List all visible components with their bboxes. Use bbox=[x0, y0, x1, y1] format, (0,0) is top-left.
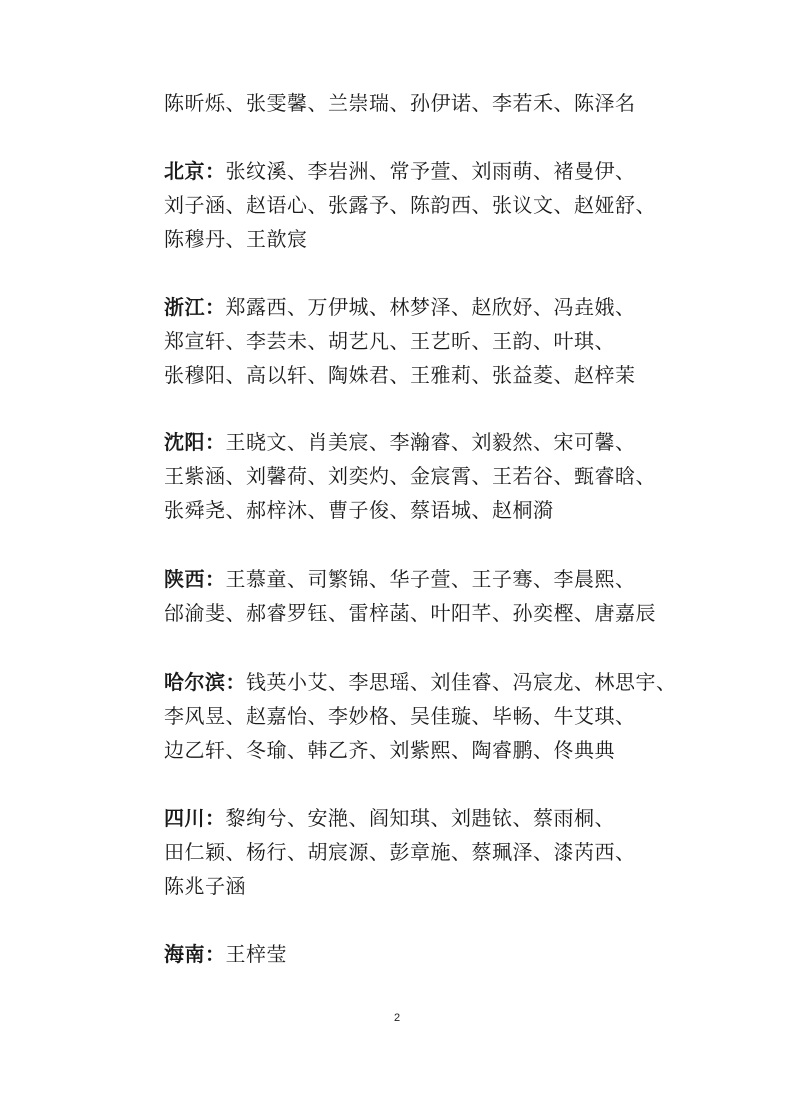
section-first-line bbox=[164, 562, 724, 596]
name-line: 邰渝斐、郝睿罗钰、雷梓菡、叶阳芊、孙奕樫、唐嘉辰 bbox=[164, 601, 656, 625]
section-first-line bbox=[164, 425, 724, 459]
name-line: 钱英小艾、李思瑶、刘佳睿、冯宸龙、林思宇、 bbox=[246, 670, 677, 694]
name-line: 张纹溪、李岩洲、常予萱、刘雨萌、褚曼伊、 bbox=[225, 159, 636, 183]
section-first-line bbox=[164, 801, 724, 835]
section-beijing bbox=[164, 154, 724, 256]
name-line: 陈穆丹、王歆宸 bbox=[164, 227, 308, 251]
section-shenyang bbox=[164, 425, 724, 527]
name-line: 陈昕烁、张雯馨、兰崇瑞、孙伊诺、李若禾、陈泽名 bbox=[164, 91, 636, 115]
region-label: 四川： bbox=[164, 806, 226, 830]
name-line: 刘子涵、赵语心、张露予、陈韵西、张议文、赵娅舒、 bbox=[164, 193, 656, 217]
name-line: 郑露西、万伊城、林梦泽、赵欣妤、冯垚娥、 bbox=[225, 295, 636, 319]
intro-block bbox=[164, 86, 724, 120]
name-line: 黎绚兮、安滟、阎知琪、刘韪铱、蔡雨桐、 bbox=[225, 806, 615, 830]
region-label: 哈尔滨： bbox=[164, 670, 246, 694]
region-label: 陕西： bbox=[164, 567, 226, 591]
region-label: 沈阳： bbox=[164, 430, 226, 454]
name-line: 王梓莹 bbox=[225, 942, 287, 966]
region-label: 浙江： bbox=[164, 295, 226, 319]
page-number: 2 bbox=[393, 1012, 401, 1024]
section-first-line bbox=[164, 665, 724, 699]
name-line: 王晓文、肖美宸、李瀚睿、刘毅然、宋可馨、 bbox=[225, 430, 636, 454]
name-line: 李风昱、赵嘉怡、李妙格、吴佳璇、毕畅、牛艾琪、 bbox=[164, 704, 636, 728]
region-label: 北京： bbox=[164, 159, 226, 183]
name-line: 田仁颖、杨行、胡宸源、彭章施、蔡珮泽、漆芮西、 bbox=[164, 840, 636, 864]
name-line: 王紫涵、刘馨荷、刘奕灼、金宸霄、王若谷、甄睿晗、 bbox=[164, 464, 656, 488]
name-line: 边乙轩、冬瑜、韩乙齐、刘紫熙、陶睿鹏、佟典典 bbox=[164, 738, 615, 762]
section-first-line bbox=[164, 290, 724, 324]
section-shaanxi bbox=[164, 562, 724, 630]
section-harbin bbox=[164, 665, 724, 767]
name-line: 张舜尧、郝梓沐、曹子俊、蔡语城、赵桐漪 bbox=[164, 498, 554, 522]
section-zhejiang bbox=[164, 290, 724, 392]
name-line: 张穆阳、高以轩、陶姝君、王雅莉、张益菱、赵梓茉 bbox=[164, 363, 636, 387]
region-label: 海南： bbox=[164, 942, 226, 966]
section-hainan bbox=[164, 937, 724, 971]
name-line: 郑宣轩、李芸未、胡艺凡、王艺昕、王韵、叶琪、 bbox=[164, 329, 615, 353]
name-line: 陈兆子涵 bbox=[164, 874, 246, 898]
name-line: 王慕童、司繁锦、华子萱、王子骞、李晨熙、 bbox=[225, 567, 636, 591]
section-first-line bbox=[164, 937, 724, 971]
section-first-line bbox=[164, 154, 724, 188]
section-sichuan bbox=[164, 801, 724, 903]
